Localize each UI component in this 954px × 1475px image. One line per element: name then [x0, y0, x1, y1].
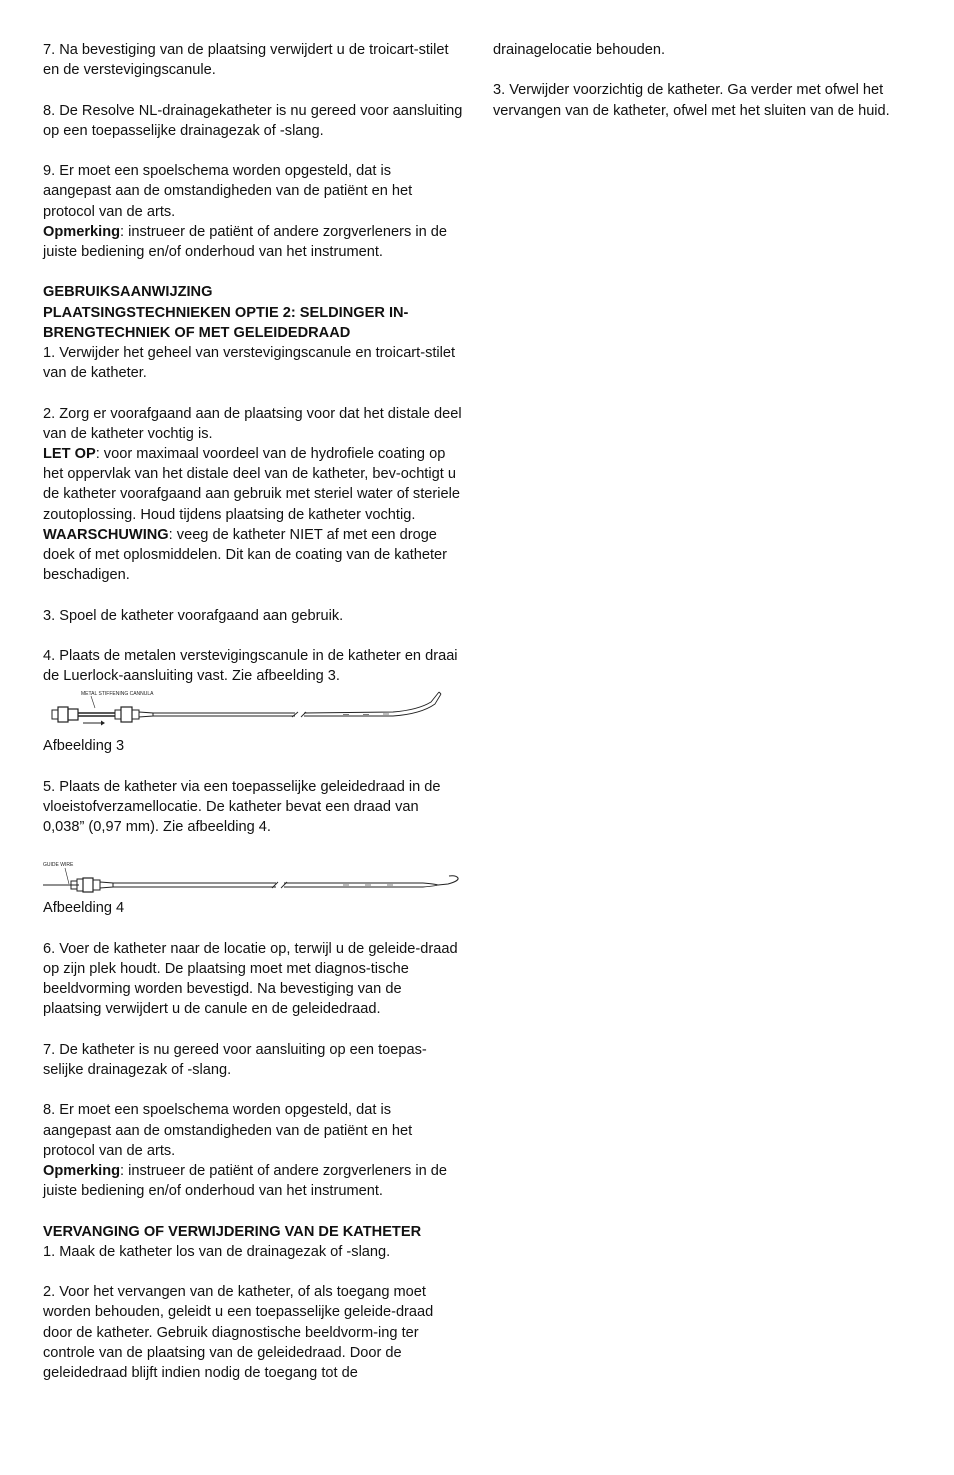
- caution-note: [43, 444, 463, 525]
- figure-3-caption: Afbeelding 3: [43, 738, 125, 755]
- heading-replacement-removal: VERVANGING OF VERWIJDERING VAN DE KATHETER: [43, 1223, 422, 1240]
- fig4-label: GUIDE WIRE: [43, 862, 74, 869]
- right-column: [493, 40, 913, 121]
- removal-step-1: 1. Maak de katheter los van de drainagezak of -slang.: [43, 1243, 391, 1260]
- step-9: 9. Er moet een spoelschema worden opgesteld, dat is aangepast aan de omstandigheden van de patiënt en het protocol van de arts.: [43, 163, 413, 220]
- caution-text: : voor maximaal voordeel van de hydrofiele coating op het oppervlak van het distale deel van de katheter, bev-ochtigt u de katheter voorafgaand aan gebruik met steriel water of steriele zoutoplossing. Houd tijdens plaatsing de katheter vochtig.: [43, 446, 460, 523]
- fig3-label: METAL STIFFENING CANNULA: [81, 691, 154, 698]
- note-2: [43, 1161, 463, 1201]
- seldinger-step-6: 6. Voer de katheter naar de locatie op, terwijl u de geleide-draad op zijn plek houdt. De plaatsing moet met diagnos-tische beeldvorming worden bevestigd. Na bevestiging van de plaatsing verwijdert u de canule en de geleidedraad.: [43, 940, 458, 1018]
- heading-placement-option-2: PLAATSINGSTECHNIEKEN OPTIE 2: SELDINGER IN-BRENGTECHNIEK OF MET GELEIDEDRAAD: [43, 304, 409, 341]
- removal-step-3: 3. Verwijder voorzichtig de katheter. Ga verder met ofwel het vervangen van de katheter, ofwel met het sluiten van de huid.: [493, 82, 890, 119]
- step-7: 7. Na bevestiging van de plaatsing verwijdert u de troicart-stilet en de verstevigingscanule.: [43, 42, 449, 79]
- heading-instructions: GEBRUIKSAANWIJZING: [43, 284, 213, 301]
- catheter-guidewire-drawing: [43, 837, 463, 898]
- note-2-label: Opmerking: [43, 1163, 121, 1179]
- note-2-text: : instrueer de patiënt of andere zorgverleners in de juiste bediening en/of onderhoud van het instrument.: [43, 1163, 447, 1200]
- seldinger-step-2: 2. Zorg er voorafgaand aan de plaatsing voor dat het distale deel van de katheter vochtig is.: [43, 405, 462, 442]
- figure-4-caption: Afbeelding 4: [43, 900, 125, 917]
- note-1-label: Opmerking: [43, 223, 121, 240]
- seldinger-step-7: 7. De katheter is nu gereed voor aansluiting op een toepas-selijke drainagezak of -slang.: [43, 1041, 427, 1078]
- figure-3-stiffening-cannula: [43, 686, 463, 736]
- note-1: [43, 222, 463, 262]
- removal-step-2: 2. Voor het vervangen van de katheter, of als toegang moet worden behouden, geleidt u een toepasselijke geleide-draad door de katheter. Gebruik diagnostische beeldvorm-ing ter controle van de plaatsing van de geleidedraad. Door de geleidedraad blijft indien nodig de toegang tot de: [43, 1284, 434, 1381]
- warning-text: : veeg de katheter NIET af met een droge doek of met oplosmiddelen. Dit kan de coating van de katheter beschadigen.: [43, 526, 448, 584]
- seldinger-step-1: 1. Verwijder het geheel van verstevigingscanule en troicart-stilet van de katheter.: [43, 345, 456, 382]
- caution-label: LET OP: [43, 446, 96, 462]
- seldinger-step-3: 3. Spoel de katheter voorafgaand aan gebruik.: [43, 607, 344, 624]
- seldinger-step-4: 4. Plaats de metalen verstevigingscanule in de katheter en draai de Luerlock-aansluiting vast. Zie afbeelding 3.: [43, 648, 458, 685]
- warning-label: WAARSCHUWING: [43, 526, 169, 543]
- figure-4-guide-wire: [43, 837, 463, 898]
- seldinger-step-5: 5. Plaats de katheter via een toepasselijke geleidedraad in de vloeistofverzamellocatie. De katheter bevat een draad van 0,038” (0,97 mm). Zie afbeelding 4.: [43, 778, 441, 836]
- removal-step-2-continued: drainagelocatie behouden.: [493, 42, 666, 58]
- catheter-cannula-drawing: [43, 686, 463, 736]
- warning-note: [43, 525, 463, 586]
- note-1-text: : instrueer de patiënt of andere zorgverleners in de juiste bediening en/of onderhoud van het instrument.: [43, 223, 447, 260]
- seldinger-step-8: 8. Er moet een spoelschema worden opgesteld, dat is aangepast aan de omstandigheden van de patiënt en het protocol van de arts.: [43, 1102, 413, 1159]
- step-8: 8. De Resolve NL-drainagekatheter is nu gereed voor aansluiting op een toepasselijke drainagezak of -slang.: [43, 102, 463, 139]
- left-column: [43, 40, 463, 1383]
